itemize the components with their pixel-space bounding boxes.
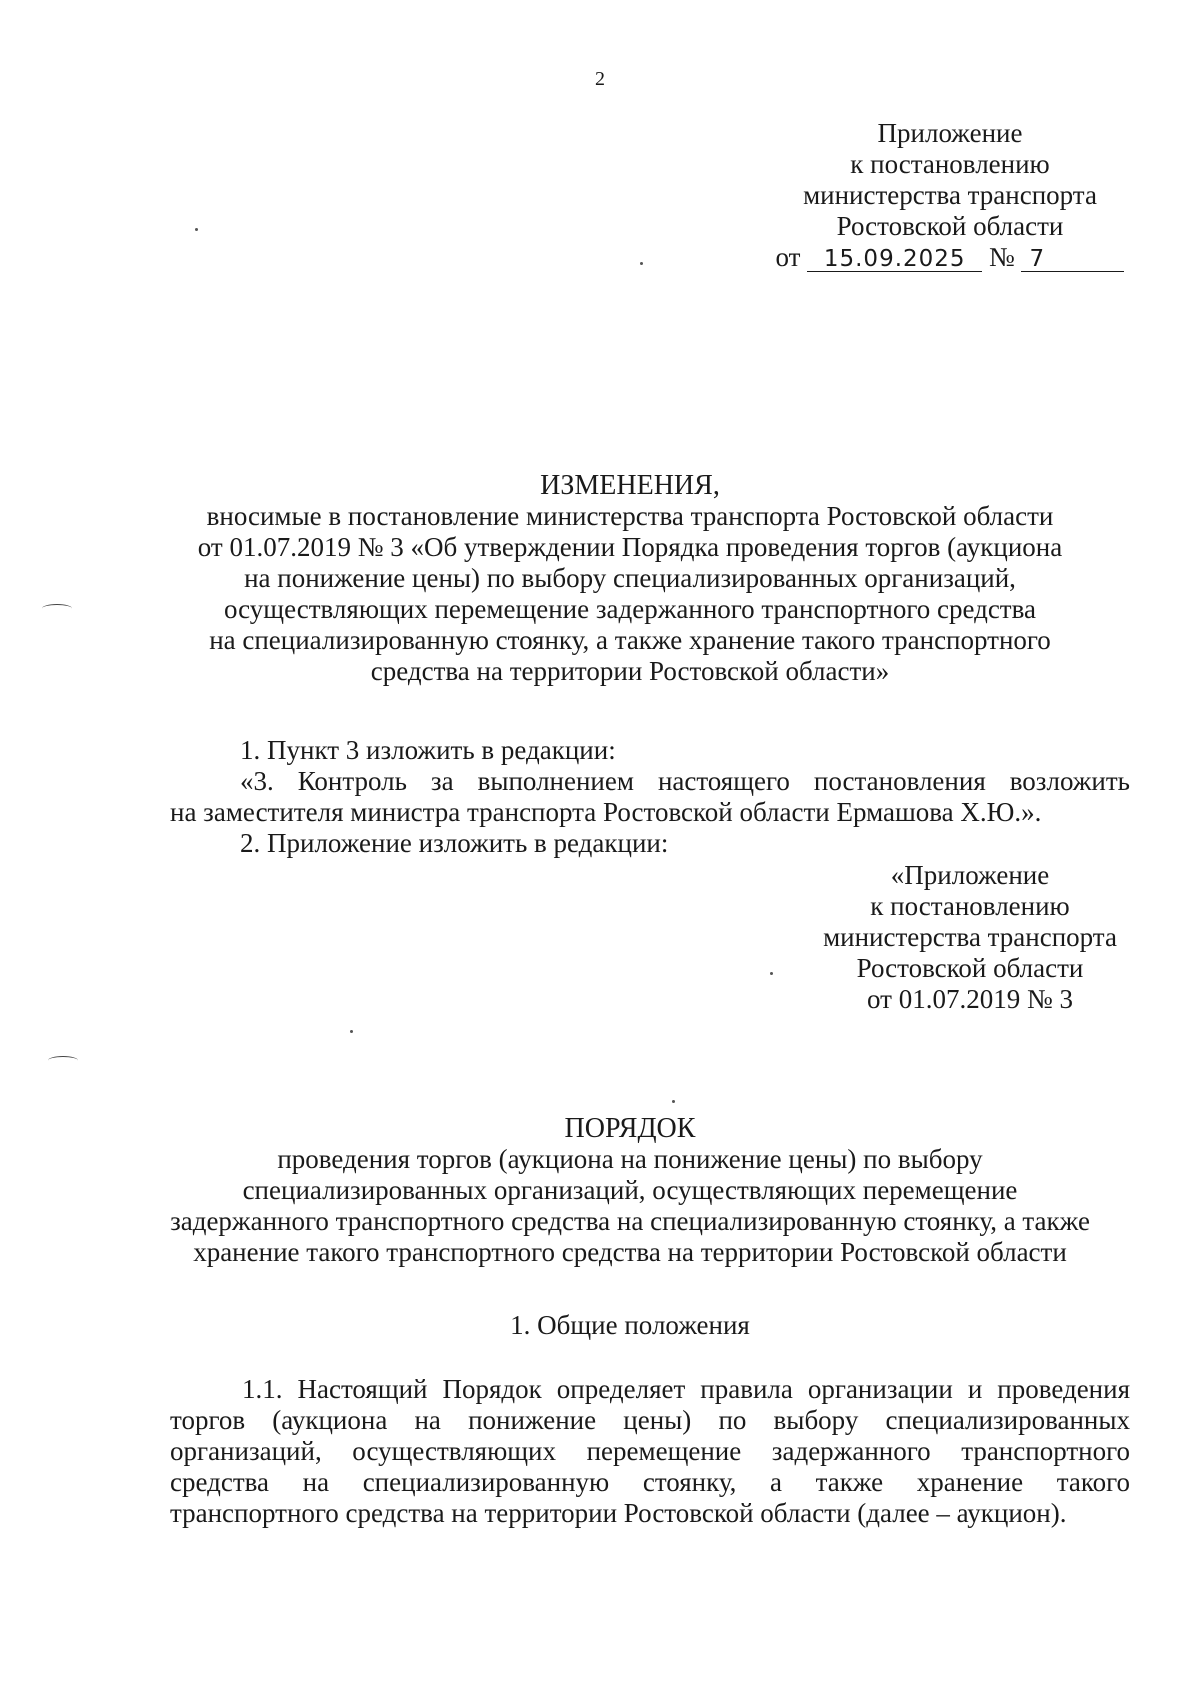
order-subtitle-line: задержанного транспортного средства на специализированную стоянку, а также [170,1206,1090,1236]
order-subtitle-line: специализированных организаций, осуществляющих перемещение [242,1175,1018,1205]
appendix-line: министерства транспорта [803,180,1097,210]
item-2: 2. Приложение изложить в редакции: [240,828,669,858]
quoted-appendix-line: «Приложение [890,860,1050,890]
appendix-line: Ростовской области [836,211,1064,241]
order-subtitle-line: проведения торгов (аукциона на понижение цены) по выбору [277,1144,983,1174]
changes-subtitle-line: средства на территории Ростовской области» [370,656,890,686]
date-prefix: от [775,242,801,272]
quoted-appendix-line: к постановлению [870,891,1070,921]
paragraph-line: транспортного средства на территории Ростовской области (далее – аукцион). [170,1498,1067,1528]
changes-subtitle-line: от 01.07.2019 № 3 «Об утверждении Порядка проведения торгов (аукциона [197,532,1063,562]
item-1-quote-line: на заместителя министра транспорта Ростовской области Ермашова Х.Ю.». [170,797,1042,827]
scan-speck [672,1100,675,1103]
hole-punch-mark [42,604,72,613]
scan-speck [770,972,773,975]
section-1-title: 1. Общие положения [510,1310,750,1340]
changes-title: ИЗМЕНЕНИЯ, [540,470,720,501]
appendix-date-line [760,242,1140,273]
paragraph-line: средства на специализированную стоянку, а также хранение такого [170,1467,1130,1497]
appendix-header [760,118,1140,273]
paragraph-1-1 [170,1374,1130,1529]
appendix-line: к постановлению [850,149,1050,179]
changes-body [170,735,1130,859]
quoted-appendix-line: министерства транспорта [823,922,1117,952]
changes-subtitle-line: осуществляющих перемещение задержанного транспортного средства [224,594,1036,624]
order-title: ПОРЯДОК [564,1113,696,1144]
quoted-appendix-header [800,860,1140,1015]
scan-speck [640,262,643,265]
appendix-line: Приложение [877,118,1023,148]
changes-title-block [150,470,1110,687]
changes-subtitle-line: вносимые в постановление министерства транспорта Ростовской области [206,501,1054,531]
handwritten-number: 7 [1021,247,1124,272]
order-subtitle-line: хранение такого транспортного средства на территории Ростовской области [193,1237,1067,1267]
paragraph-line: организаций, осуществляющих перемещение задержанного транспортного [170,1436,1130,1466]
paragraph-line: 1.1. Настоящий Порядок определяет правила организации и проведения [242,1374,1130,1404]
scan-speck [195,228,198,231]
scan-speck [350,1030,353,1033]
item-1: 1. Пункт 3 изложить в редакции: [240,735,616,765]
number-prefix: № [988,242,1015,272]
changes-subtitle-line: на специализированную стоянку, а также хранение такого транспортного [209,625,1051,655]
paragraph-line: торгов (аукциона на понижение цены) по выбору специализированных [170,1405,1130,1435]
quoted-appendix-line: от 01.07.2019 № 3 [867,984,1073,1014]
item-1-quote-line: «3. Контроль за выполнением настоящего постановления возложить [240,766,1130,796]
quoted-appendix-line: Ростовской области [856,953,1084,983]
hole-punch-mark [48,1056,78,1065]
changes-subtitle-line: на понижение цены) по выбору специализированных организаций, [244,563,1016,593]
order-title-block [150,1113,1110,1268]
page-number: 2 [595,68,605,90]
handwritten-date: 15.09.2025 [807,247,982,272]
